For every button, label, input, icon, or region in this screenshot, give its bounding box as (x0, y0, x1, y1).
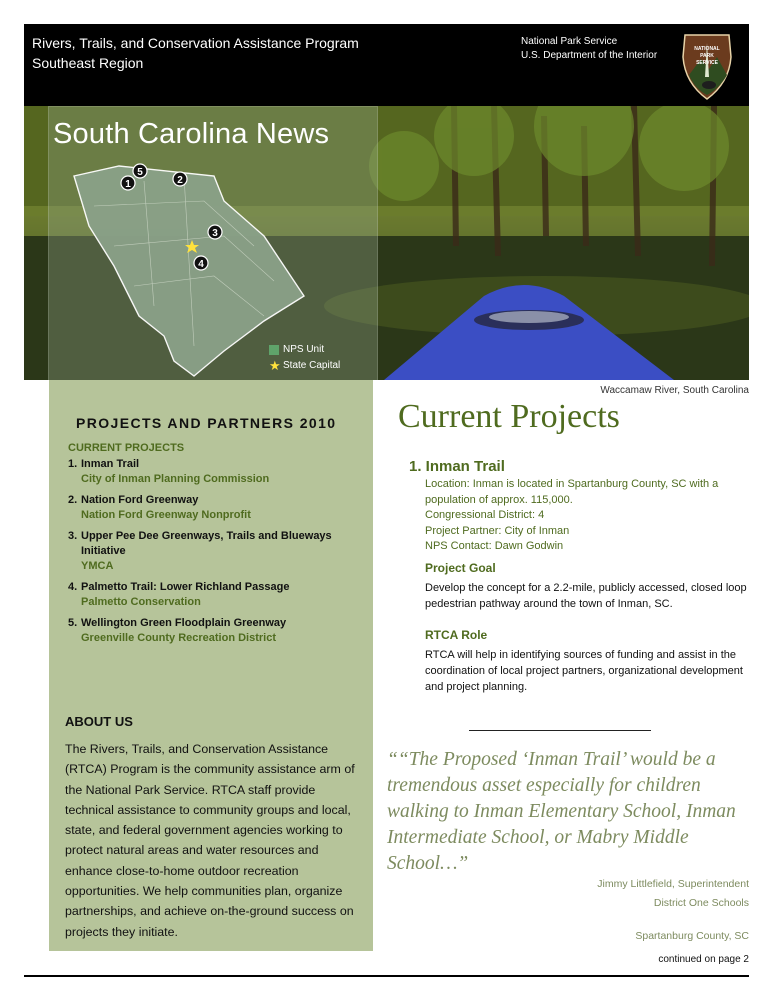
hero-image (24, 106, 749, 380)
project-goal-text: Develop the concept for a 2.2-mile, publicly accessed, closed loop pedestrian pathway around the town of Inman, SC. (425, 582, 747, 610)
rtca-role-heading: RTCA Role (425, 628, 488, 642)
program-name: Rivers, Trails, and Conservation Assistance Program (32, 35, 359, 51)
legend-nps-unit: NPS Unit (283, 344, 325, 355)
project-number: 1. (68, 458, 78, 470)
agency-name: National Park Service (521, 36, 618, 47)
project-contact: NPS Contact: Dawn Godwin (425, 540, 564, 553)
project-details (425, 477, 750, 555)
page-header (24, 24, 749, 106)
project-item (68, 493, 358, 523)
map-marker-5-label: 5 (137, 167, 143, 178)
nps-arrowhead-logo (679, 29, 735, 101)
current-projects-heading: Current Projects (398, 398, 620, 435)
quote-author: Jimmy Littlefield, Superintendent (597, 878, 749, 890)
project-number: 4. (68, 581, 78, 593)
project-number: 2. (68, 494, 78, 506)
newsletter-title: South Carolina News (53, 118, 330, 150)
map-marker-3-label: 3 (212, 228, 218, 239)
project-number: 3. (68, 530, 78, 542)
project-location: Location: Inman is located in Spartanburg County, SC with a population of approx. 115,000. (425, 478, 719, 506)
logo-text-1: NATIONAL (694, 46, 720, 52)
project-district: Congressional District: 4 (425, 509, 545, 522)
photo-caption: Waccamaw River, South Carolina (600, 385, 749, 396)
about-us-heading: ABOUT US (65, 714, 133, 729)
project-partner: Palmetto Conservation (81, 596, 201, 608)
sidebar-subtitle: CURRENT PROJECTS (68, 442, 185, 454)
map-marker-1-label: 1 (125, 179, 131, 190)
project-name: Palmetto Trail: Lower Richland Passage (81, 581, 290, 593)
project-partner: Nation Ford Greenway Nonprofit (81, 509, 251, 521)
quote-location: Spartanburg County, SC (635, 930, 749, 942)
sidebar-title: PROJECTS AND PARTNERS 2010 (76, 415, 337, 431)
project-item (68, 529, 358, 574)
logo-text-3: SERVICE (696, 60, 718, 66)
project-name: Inman Trail (81, 458, 140, 470)
project-heading: 1. Inman Trail (409, 458, 505, 475)
project-name: Upper Pee Dee Greenways, Trails and Blueways Initiative (81, 530, 332, 557)
star-icon: ★ (269, 358, 281, 373)
project-item (68, 580, 358, 610)
sidebar-panel (49, 380, 373, 951)
continued-note: continued on page 2 (658, 954, 749, 965)
project-item (68, 616, 358, 646)
footer-rule (24, 975, 749, 977)
logo-text-2: PARK (700, 53, 714, 59)
project-list (68, 457, 358, 652)
project-partner: YMCA (81, 560, 114, 572)
department-name: U.S. Department of the Interior (521, 50, 658, 61)
pull-quote: ““The Proposed ‘Inman Trail’ would be a tremendous asset especially for children walking to Inman Elementary School, Inman Intermediate School, or Mabry Middle School…” (387, 749, 736, 874)
project-partner-line: Project Partner: City of Inman (425, 524, 570, 537)
project-partner: Greenville County Recreation District (81, 632, 276, 644)
nps-unit-swatch (269, 345, 279, 355)
quote-organization: District One Schools (653, 897, 749, 909)
about-us-text: The Rivers, Trails, and Conservation Assistance (RTCA) Program is the community assistance arm of the National Park Service. RTCA staff provide technical assistance to community groups and local, state, and federal government agencies working to protect natural areas and water resources and enhance close-to-home outdoor recreation opportunities. We help communities plan, organize partnerships, and achieve on-the-ground success on projects they initiate. (65, 742, 355, 939)
agency-heading (521, 35, 657, 63)
project-name: Nation Ford Greenway (81, 494, 199, 506)
project-number: 5. (68, 617, 78, 629)
project-goal-heading: Project Goal (425, 561, 496, 575)
program-heading (32, 33, 359, 73)
map-marker-2-label: 2 (177, 175, 183, 186)
project-name: Wellington Green Floodplain Greenway (81, 617, 287, 629)
rtca-role-text: RTCA will help in identifying sources of funding and assist in the coordination of local project partners, organizational development and project planning. (425, 649, 743, 693)
project-item (68, 457, 358, 487)
region-name: Southeast Region (32, 55, 144, 71)
map-marker-4-label: 4 (198, 259, 204, 270)
section-divider (469, 730, 651, 731)
map-legend (269, 342, 340, 374)
legend-state-capital: State Capital (283, 360, 341, 371)
project-partner: City of Inman Planning Commission (81, 473, 270, 485)
